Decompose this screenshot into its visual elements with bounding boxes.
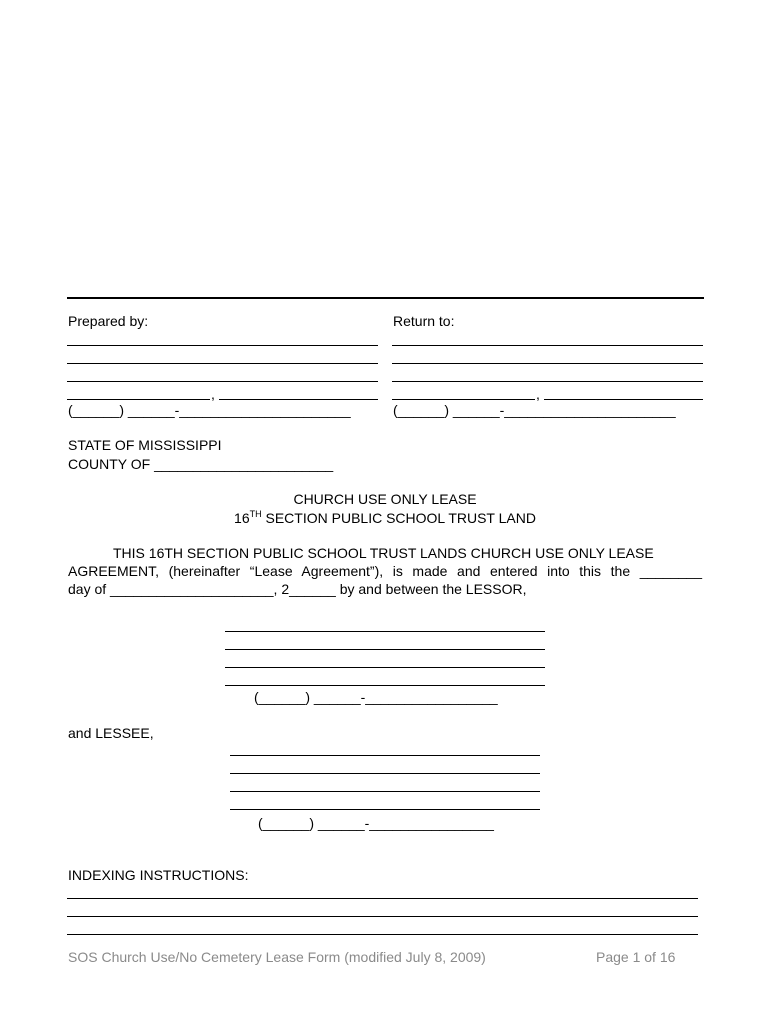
subtitle-superscript: TH	[249, 509, 262, 519]
prepared-by-city-line[interactable]	[67, 399, 210, 400]
comma: ,	[211, 386, 215, 402]
prepared-by-state-zip-line[interactable]	[219, 399, 378, 400]
comma: ,	[536, 386, 540, 402]
return-to-state-zip-line[interactable]	[544, 399, 703, 400]
prepared-by-label: Prepared by:	[68, 313, 149, 329]
header-divider	[67, 297, 704, 299]
agreement-line-3: day of _____________________, 2______ by and between the LESSOR,	[68, 581, 527, 597]
return-to-label: Return to:	[393, 313, 455, 329]
lessee-line-2[interactable]	[230, 773, 540, 774]
lessee-line-4[interactable]	[230, 809, 540, 810]
footer-form-name: SOS Church Use/No Cemetery Lease Form (modified July 8, 2009)	[68, 949, 486, 965]
return-to-city-line[interactable]	[392, 399, 535, 400]
return-to-line-2[interactable]	[392, 363, 703, 364]
lessor-phone[interactable]: (______) ______-_________________	[254, 689, 498, 705]
agreement-line-2: AGREEMENT, (hereinafter “Lease Agreement”), is made and entered into this the ________	[68, 563, 702, 579]
lessee-label: and LESSEE,	[68, 725, 154, 741]
return-to-phone[interactable]: (______) ______-______________________	[393, 402, 676, 418]
document-title: CHURCH USE ONLY LEASE	[293, 491, 477, 507]
prepared-by-line-1[interactable]	[67, 345, 378, 346]
indexing-label: INDEXING INSTRUCTIONS:	[68, 867, 249, 883]
subtitle-text: SECTION PUBLIC SCHOOL TRUST LAND	[261, 510, 536, 526]
lessor-line-1[interactable]	[225, 631, 545, 632]
agreement-line-1: THIS 16TH SECTION PUBLIC SCHOOL TRUST LANDS CHURCH USE ONLY LEASE	[113, 545, 654, 561]
lessor-line-3[interactable]	[225, 667, 545, 668]
prepared-by-line-3[interactable]	[67, 381, 378, 382]
lessor-line-4[interactable]	[225, 685, 545, 686]
lessee-phone[interactable]: (______) ______-________________	[258, 815, 494, 831]
state-label: STATE OF MISSISSIPPI	[68, 437, 222, 453]
prepared-by-phone[interactable]: (______) ______-______________________	[68, 402, 351, 418]
indexing-line-2[interactable]	[67, 916, 698, 917]
subtitle-number: 16	[234, 510, 250, 526]
lessee-line-3[interactable]	[230, 791, 540, 792]
lessor-line-2[interactable]	[225, 649, 545, 650]
return-to-line-1[interactable]	[392, 345, 703, 346]
footer-page-number: Page 1 of 16	[596, 949, 676, 965]
county-label[interactable]: COUNTY OF _______________________	[68, 456, 334, 472]
indexing-line-3[interactable]	[67, 934, 698, 935]
return-to-line-3[interactable]	[392, 381, 703, 382]
prepared-by-line-2[interactable]	[67, 363, 378, 364]
indexing-line-1[interactable]	[67, 898, 698, 899]
lessee-line-1[interactable]	[230, 755, 540, 756]
document-subtitle	[0, 510, 770, 526]
